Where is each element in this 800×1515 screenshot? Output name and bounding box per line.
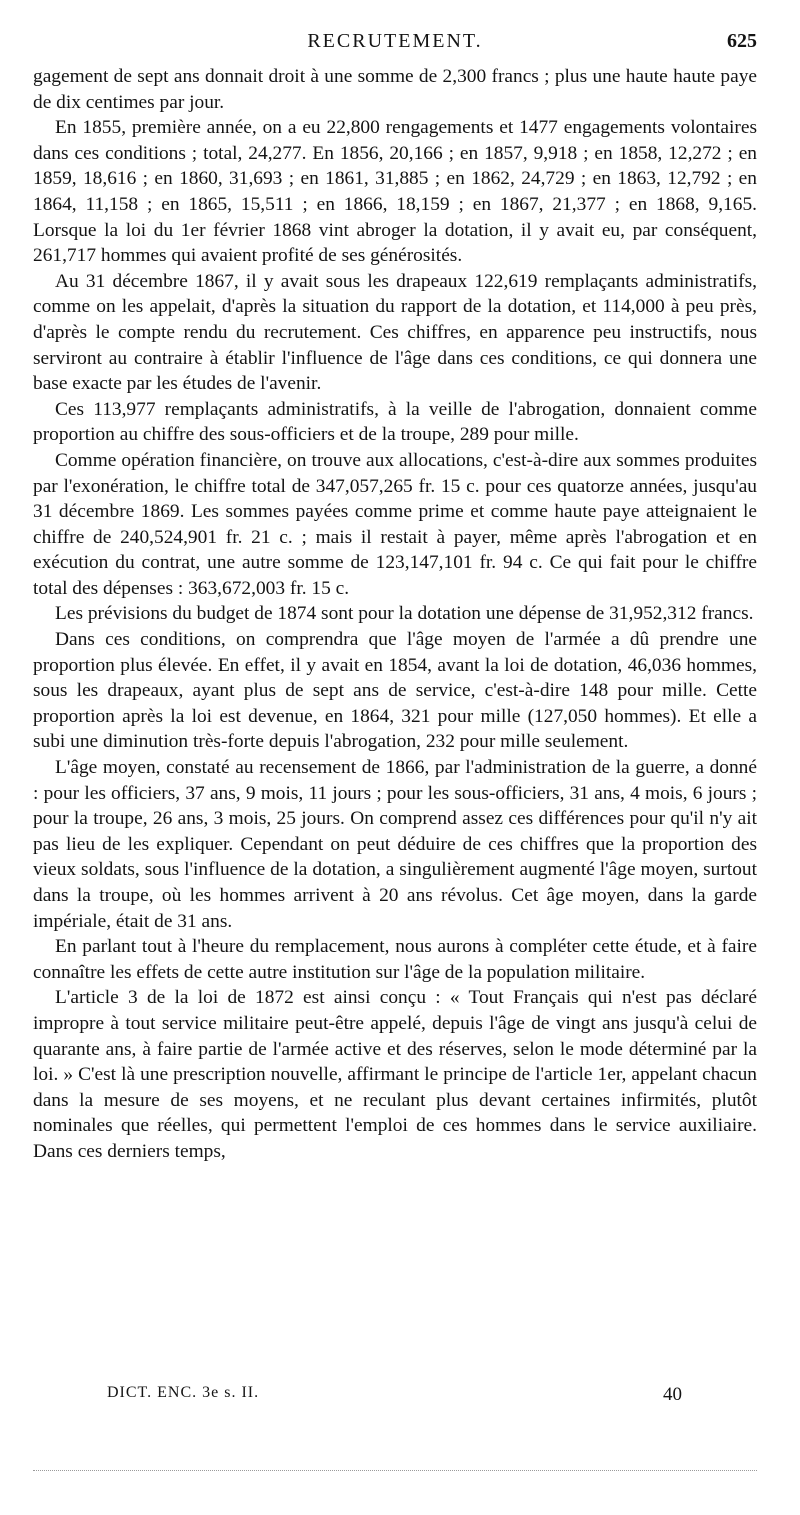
paragraph: L'âge moyen, constaté au recensement de 1866, par l'administration de la guerre, a donné : pour les officiers, 37 ans, 9 mois, 11 jours ; pour les sous-officiers, 31 ans, 4 mois, 6 jours ; pour la troupe, 26 ans, 3 mois, 25 jours. On comprend assez ces différences pour qu'il n'y ait pas lieu de les expliquer. Cependant on peut déduire de ces chiffres que la proportion des vieux soldats, sous l'influence de la dotation, a singulièrement augmenté l'âge moyen, surtout dans la troupe, où les hommes arrivent à 20 ans révolus. Cet âge moyen, dans la garde impériale, était de 31 ans. (33, 757, 757, 932)
body-text (33, 64, 757, 1165)
sheet-number: 40 (663, 1384, 682, 1405)
paragraph: En parlant tout à l'heure du remplacement, nous aurons à compléter cette étude, et à faire connaître les effets de cette autre institution sur l'âge de la population militaire. (33, 936, 757, 983)
bottom-rule (33, 1470, 757, 1471)
paragraph: Comme opération financière, on trouve aux allocations, c'est-à-dire aux sommes produites par l'exonération, le chiffre total de 347,057,265 fr. 15 c. pour ces quatorze années, jusqu'au 31 décembre 1869. Les sommes payées comme prime et comme haute paye atteignaient le chiffre de 240,524,901 fr. 21 c. ; mais il restait à payer, même après l'abrogation et en exécution du contrat, une autre somme de 123,147,101 fr. 94 c. Ce qui fait pour le chiffre total des dépenses : 363,672,003 fr. 15 c. (33, 449, 757, 599)
printer-signature: DICT. ENC. 3e s. II. (107, 1384, 260, 1401)
running-title: RECRUTEMENT. (307, 30, 483, 52)
paragraph: L'article 3 de la loi de 1872 est ainsi conçu : « Tout Français qui n'est pas déclaré impropre à tout service militaire peut-être appelé, depuis l'âge de vingt ans jusqu'à celui de quarante ans, à faire partie de l'armée active et des réserves, selon le mode déterminé par la loi. » C'est là une prescription nouvelle, affirmant le principe de l'article 1er, appelant chacun dans la mesure de ses moyens, et ne reculant plus devant certaines infirmités, plutôt nominales que réelles, qui permettent l'emploi de ces hommes dans le service auxiliaire. Dans ces derniers temps, (33, 987, 757, 1162)
running-head (33, 30, 757, 56)
page-footer (33, 1384, 757, 1408)
paragraph: Au 31 décembre 1867, il y avait sous les drapeaux 122,619 remplaçants administratifs, comme on les appelait, d'après la situation du rapport de la dotation, et 114,000 à peu près, d'après le compte rendu du recrutement. Ces chiffres, en apparence peu instructifs, nous serviront au contraire à établir l'influence de l'âge dans ces conditions, ce qui donnera une base exacte par les études de l'avenir. (33, 270, 757, 395)
paragraph: En 1855, première année, on a eu 22,800 rengagements et 1477 engagements volontaires dans ces conditions ; total, 24,277. En 1856, 20,166 ; en 1857, 9,918 ; en 1858, 12,272 ; en 1859, 18,616 ; en 1860, 31,693 ; en 1861, 31,885 ; en 1862, 24,729 ; en 1863, 12,792 ; en 1864, 11,158 ; en 1865, 15,511 ; en 1866, 18,159 ; en 1867, 21,377 ; en 1868, 9,165. Lorsque la loi du 1er février 1868 vint abroger la dotation, il y avait eu, par conséquent, 261,717 hommes qui avaient profité de ses générosités. (33, 117, 757, 267)
paragraph: gagement de sept ans donnait droit à une somme de 2,300 francs ; plus une haute haute paye de dix centimes par jour. (33, 66, 757, 113)
paragraph: Ces 113,977 remplaçants administratifs, à la veille de l'abrogation, donnaient comme proportion au chiffre des sous-officiers et de la troupe, 289 pour mille. (33, 398, 757, 446)
page-number: 625 (727, 30, 757, 52)
paragraph: Dans ces conditions, on comprendra que l'âge moyen de l'armée a dû prendre une proportion plus élevée. En effet, il y avait en 1854, avant la loi de dotation, 46,036 hommes, sous les drapeaux, ayant plus de sept ans de service, c'est-à-dire 148 pour mille. Cette proportion après la loi est devenue, en 1864, 321 pour mille (127,050 hommes). Et elle a subi une diminution très-forte depuis l'abrogation, 232 pour mille seulement. (33, 629, 757, 753)
paragraph: Les prévisions du budget de 1874 sont pour la dotation une dépense de 31,952,312 francs. (55, 603, 754, 625)
